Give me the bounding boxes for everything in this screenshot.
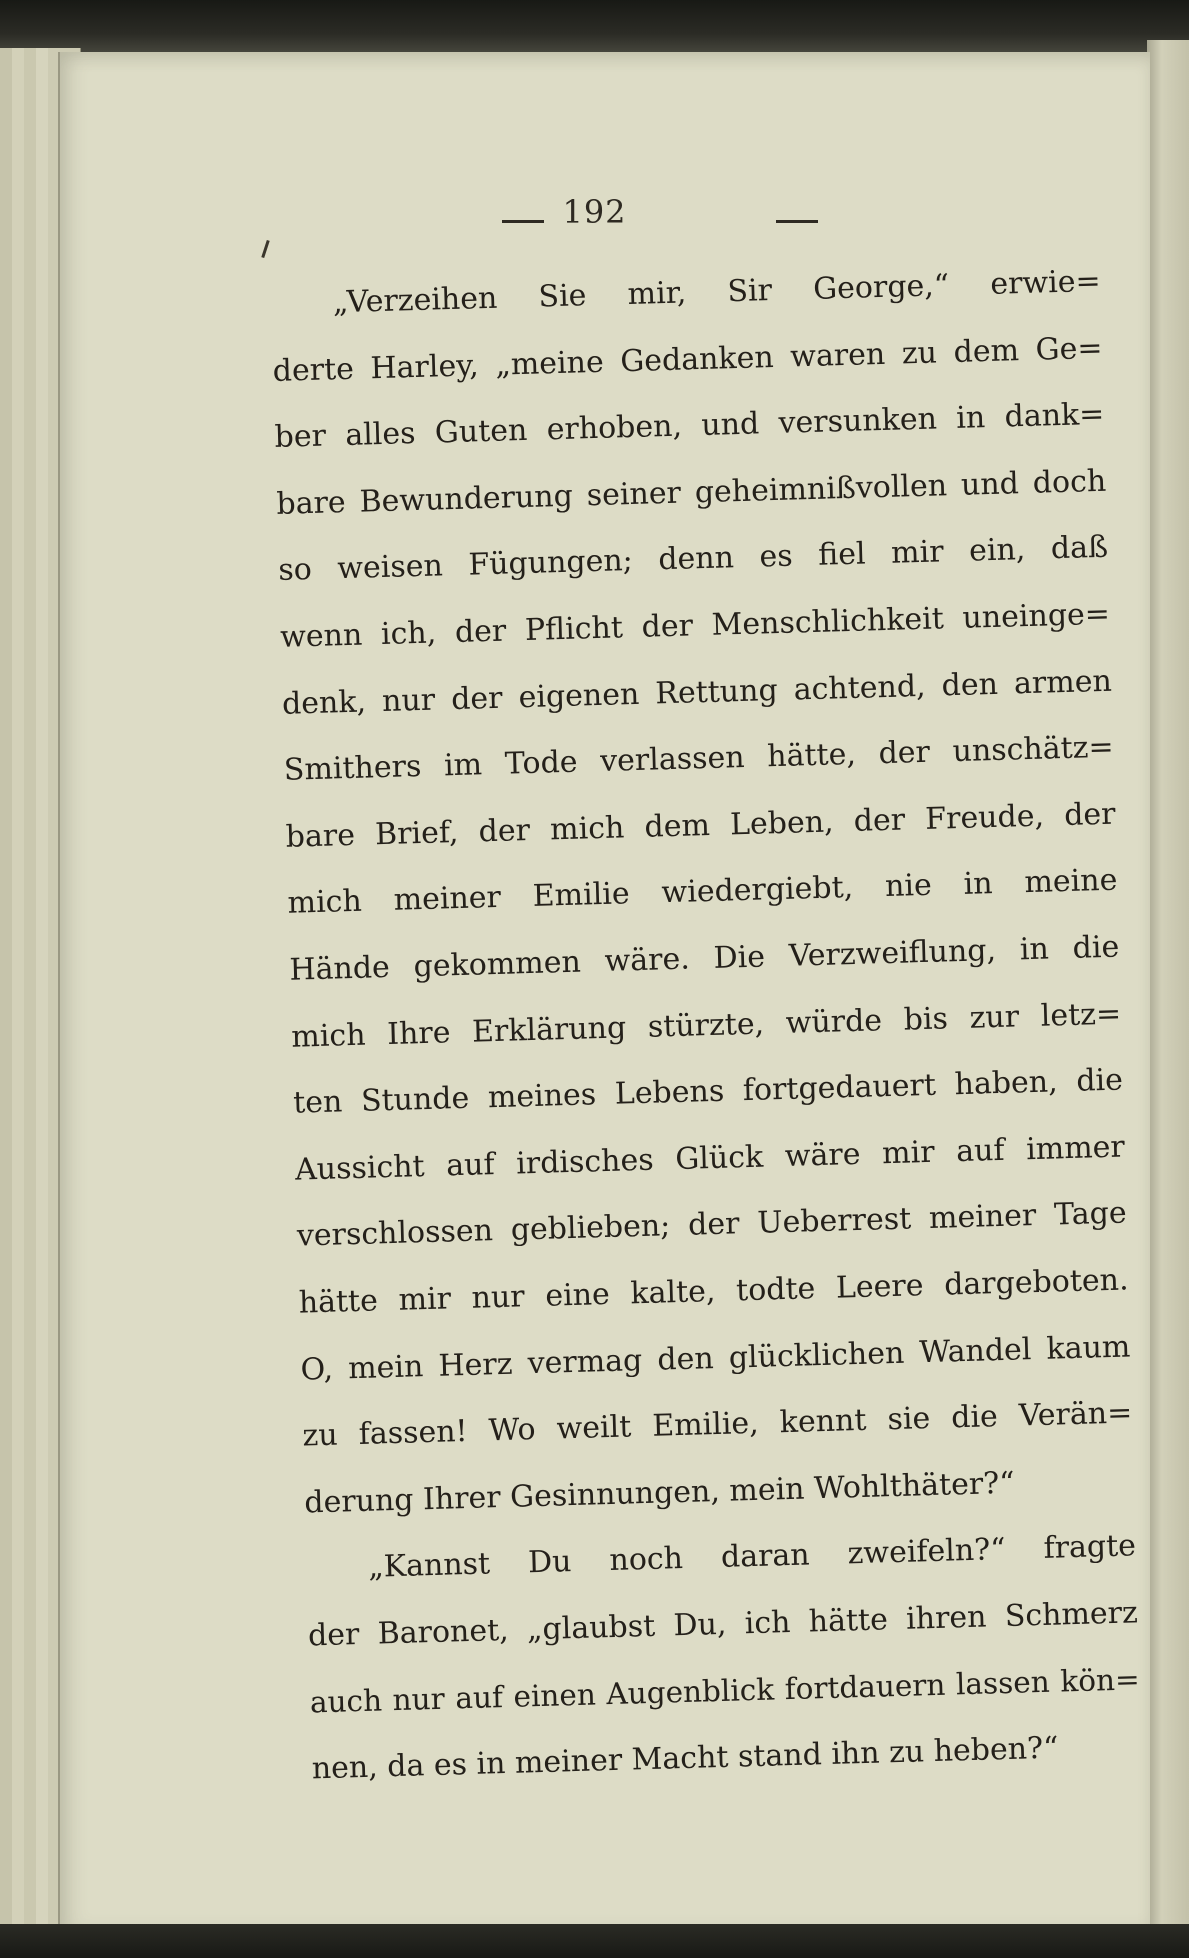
text-line: hätte mir nur eine kalte, todte Leere dargeboten. bbox=[298, 1262, 1129, 1321]
text-line: derung Ihrer Gesinnungen, mein Wohlthäter?“ bbox=[303, 1465, 1016, 1521]
text-line: „Verzeihen Sie mir, Sir George,“ erwie= bbox=[332, 263, 1102, 321]
text-line: Smithers im Tode verlassen hätte, der unschätz= bbox=[283, 729, 1115, 788]
text-line: „Kannst Du noch daran zweifeln?“ fragte bbox=[367, 1528, 1137, 1586]
text-line: Aussicht auf irdisches Glück wäre mir auf immer bbox=[294, 1129, 1126, 1188]
top-shadow bbox=[0, 0, 1189, 56]
text-line: nen, da es in meiner Macht stand ihn zu heben?“ bbox=[311, 1730, 1059, 1787]
text-line: so weisen Fügungen; denn es fiel mir ein, daß bbox=[277, 530, 1109, 589]
bottom-shadow bbox=[0, 1924, 1189, 1958]
text-line: ten Stunde meines Lebens fortgedauert haben, die bbox=[292, 1062, 1124, 1121]
text-line: verschlossen geblieben; der Ueberrest meiner Tage bbox=[296, 1195, 1128, 1254]
right-page-edge bbox=[1147, 40, 1189, 1940]
text-line: der Baronet, „glaubst Du, ich hätte ihren Schmerz bbox=[307, 1595, 1139, 1654]
body-text bbox=[270, 249, 1142, 1803]
text-line: Hände gekommen wäre. Die Verzweiflung, in die bbox=[289, 929, 1120, 988]
text-line: mich meiner Emilie wiedergiebt, nie in meine bbox=[287, 862, 1118, 922]
text-line: mich Ihre Erklärung stürzte, würde bis zur letz= bbox=[290, 996, 1122, 1055]
text-line: O, mein Herz vermag den glücklichen Wandel kaum bbox=[300, 1328, 1131, 1388]
text-line: zu fassen! Wo weilt Emilie, kennt sie die Verän= bbox=[302, 1395, 1133, 1454]
text-line: wenn ich, der Pflicht der Menschlichkeit uneinge= bbox=[279, 596, 1111, 655]
text-line: denk, nur der eigenen Rettung achtend, den armen bbox=[281, 663, 1113, 722]
page-number-dash-right bbox=[776, 220, 818, 223]
text-line: bare Bewunderung seiner geheimnißvollen und doch bbox=[275, 463, 1107, 522]
page-number: 192 bbox=[562, 193, 627, 231]
text-line: bare Brief, der mich dem Leben, der Freude, der bbox=[285, 796, 1116, 855]
text-line: auch nur auf einen Augenblick fortdauern lassen kön= bbox=[309, 1662, 1141, 1720]
text-line: ber alles Guten erhoben, und versunken in dank= bbox=[274, 396, 1105, 456]
text-line: derte Harley, „meine Gedanken waren zu dem Ge= bbox=[272, 330, 1103, 389]
